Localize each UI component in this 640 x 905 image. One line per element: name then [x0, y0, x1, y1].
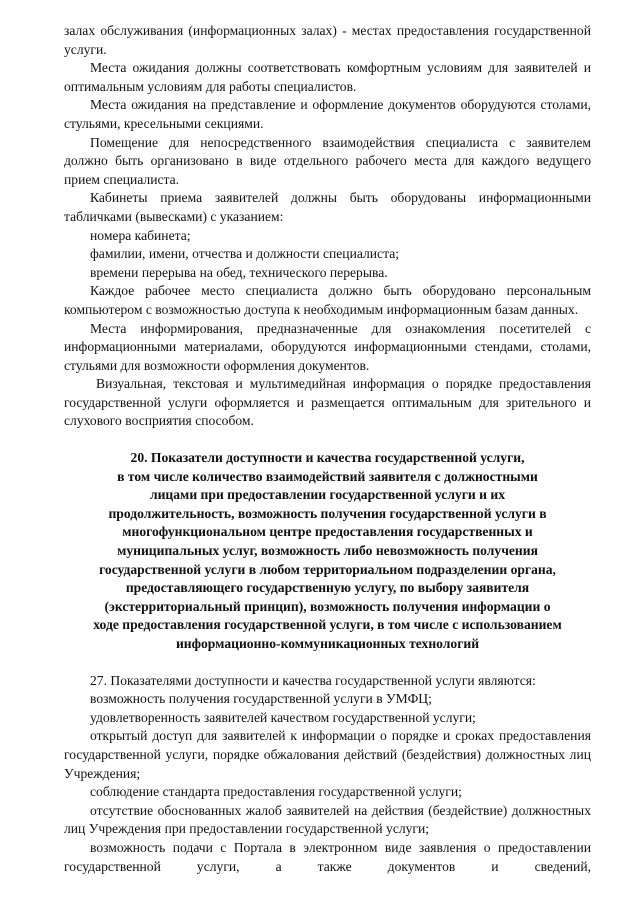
paragraph: Места информирования, предназначенные для ознакомления посетителей с информационными материалами, оборудуются информационными стендами, столами, стульями для возможности оформления документов.: [64, 320, 591, 373]
document-page: [64, 22, 591, 876]
paragraph: 27. Показателями доступности и качества государственной услуги являются:: [90, 672, 536, 688]
paragraph: Места ожидания на представление и оформление документов оборудуются столами, стульями, кресельными секциями.: [64, 97, 591, 131]
paragraph: Помещение для непосредственного взаимодействия специалиста с заявителем должно быть организовано в виде отдельного рабочего места для каждого ведущего прием специалиста.: [64, 134, 591, 187]
paragraph: Каждое рабочее место специалиста должно быть оборудовано персональным компьютером с возможностью доступа к необходимым информационным базам данных.: [64, 283, 591, 317]
heading-line: ходе предоставления государственной услуги, в том числе с использованием: [93, 617, 562, 633]
paragraph: залах обслуживания (информационных залах) - местах предоставления государственной услуги.: [64, 23, 591, 57]
paragraph: Места ожидания должны соответствовать комфортным условиям для заявителей и оптимальным условиям для работы специалистов.: [64, 60, 591, 94]
heading-line: (экстерриториальный принцип), возможность получения информации о: [104, 598, 551, 614]
list-item: времени перерыва на обед, технического перерыва.: [90, 264, 388, 280]
heading-line: государственной услуги в любом территориальном подразделении органа,: [99, 561, 556, 577]
list-item: фамилии, имени, отчества и должности специалиста;: [90, 246, 400, 262]
paragraph: возможность подачи с Портала в электронном виде заявления о предоставлении государственной услуги, а также документов и сведений,: [64, 839, 591, 874]
paragraph: Визуальная, текстовая и мультимедийная информация о порядке предоставления государственной услуги оформляется и размещается оптимальным для зрительного и слухового восприятия способом.: [64, 376, 591, 429]
paragraph: отсутствие обоснованных жалоб заявителей на действия (бездействие) должностных лиц Учреждения при предоставлении государственной услуги;: [64, 802, 591, 837]
heading-line: лицами при предоставлении государственной услуги и их: [149, 487, 506, 503]
list-item: номера кабинета;: [90, 227, 191, 243]
list-item: удовлетворенность заявителей качеством государственной услуги;: [90, 709, 476, 725]
list-item: возможность получения государственной услуги в УМФЦ;: [90, 691, 432, 707]
heading-line: в том числе количество взаимодействий заявителя с должностными: [117, 468, 538, 484]
heading-line: 20. Показатели доступности и качества государственной услуги,: [130, 450, 525, 466]
section-heading: [64, 449, 591, 654]
spacer: [64, 431, 591, 449]
paragraph: Кабинеты приема заявителей должны быть оборудованы информационными табличками (вывесками) с указанием:: [64, 190, 591, 224]
heading-line: предоставляющего государственную услугу, по выбору заявителя: [125, 580, 530, 596]
heading-line: продолжительность, возможность получения государственной услуги в: [108, 505, 547, 521]
list-item: соблюдение стандарта предоставления государственной услуги;: [90, 784, 462, 800]
spacer: [64, 654, 591, 672]
paragraph: открытый доступ для заявителей к информации о порядке и сроках предоставления государственной услуги, порядке обжалования действий (бездействия) должностных лиц Учреждения;: [64, 728, 591, 781]
heading-line: информационно-коммуникационных технологий: [175, 636, 480, 651]
heading-line: муниципальных услуг, возможность либо невозможность получения: [117, 543, 538, 559]
heading-line: многофункциональном центре предоставления государственных и: [122, 524, 533, 540]
